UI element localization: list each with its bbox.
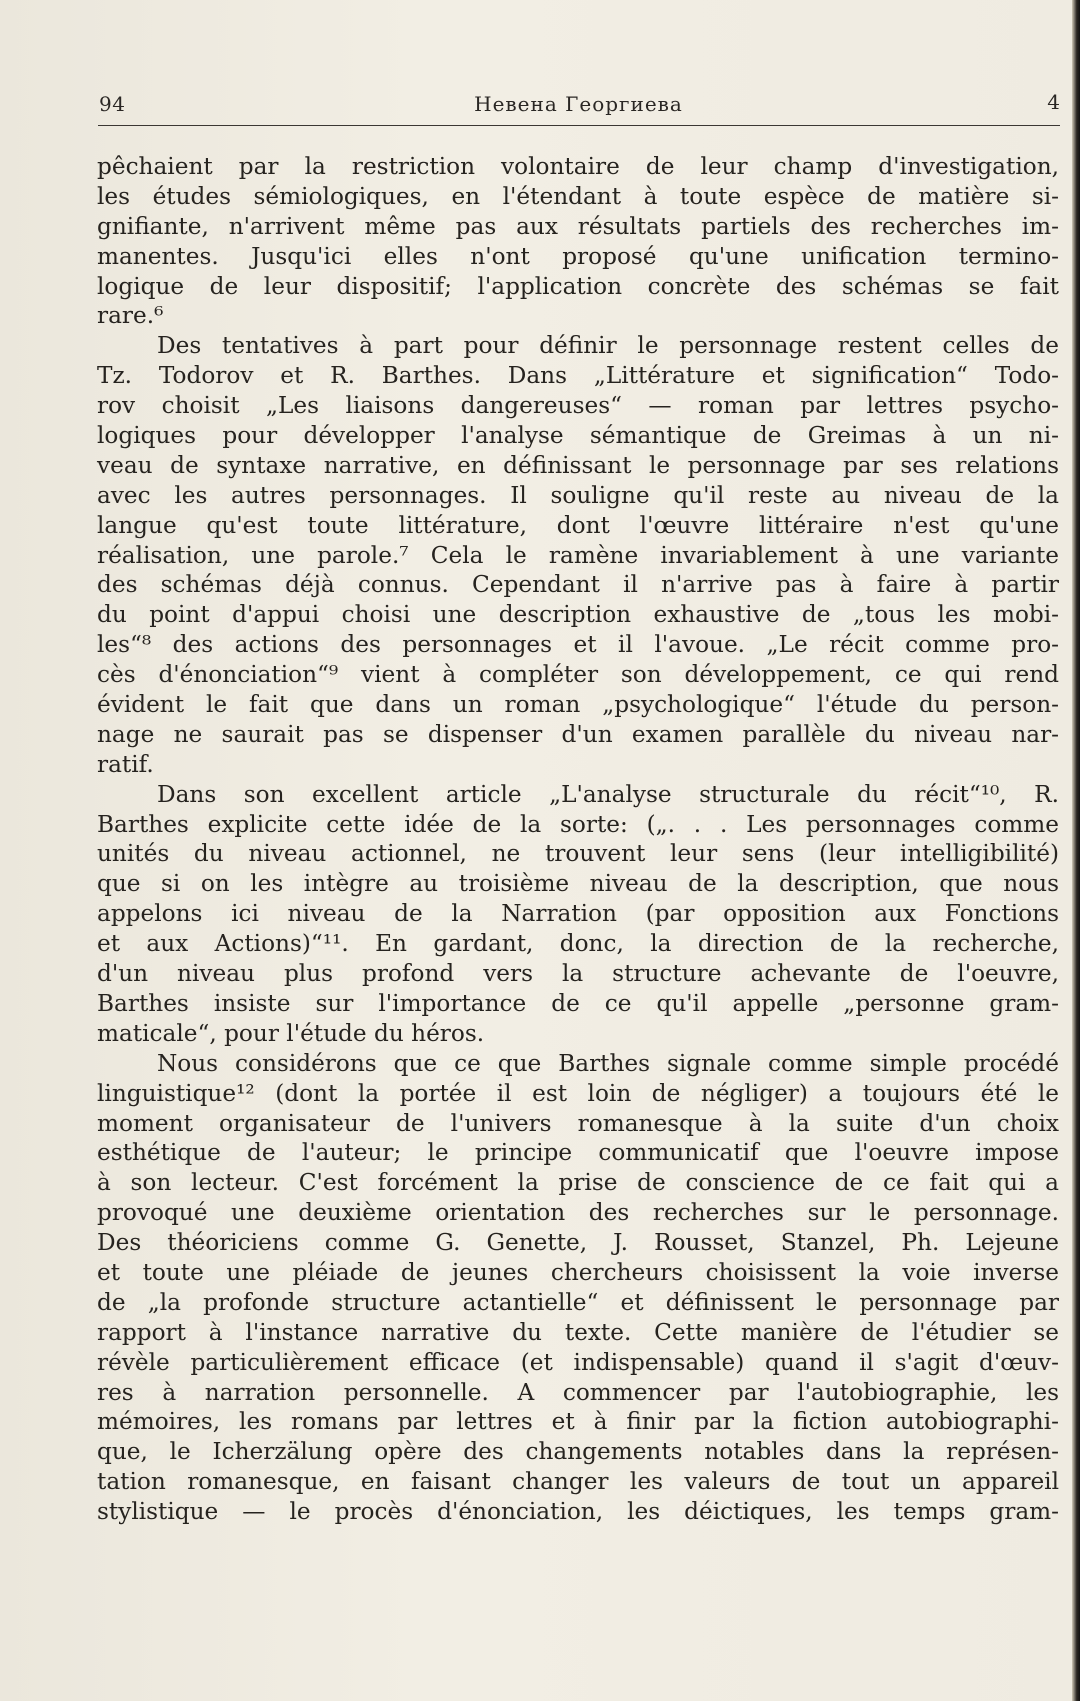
text-line: langue qu'est toute littérature, dont l'œuvre littéraire n'est qu'une	[97, 511, 1059, 539]
text-line: évident le fait que dans un roman „psychologique“ l'étude du person-	[97, 691, 1059, 719]
text-line: et toute une pléiade de jeunes chercheurs choisissent la voie inverse	[97, 1258, 1059, 1286]
text-line: d'un niveau plus profond vers la structure achevante de l'oeuvre,	[97, 960, 1059, 988]
text-line: révèle particulièrement efficace (et indispensable) quand il s'agit d'œuv-	[97, 1348, 1059, 1376]
body-text	[97, 152, 1059, 1527]
right-margin-mark: 4	[1047, 90, 1060, 114]
text-line: stylistique — le procès d'énonciation, les déictiques, les temps gram-	[97, 1498, 1059, 1526]
text-line: provoqué une deuxième orientation des recherches sur le personnage.	[97, 1199, 1059, 1227]
text-line: moment organisateur de l'univers romanesque à la suite d'un choix	[97, 1109, 1059, 1137]
text-line: à son lecteur. C'est forcément la prise de conscience de ce fait qui a	[97, 1169, 1059, 1197]
text-line: veau de syntaxe narrative, en définissant le personnage par ses relations	[97, 451, 1059, 479]
text-line: Des tentatives à part pour définir le personnage restent celles de	[157, 332, 1059, 360]
running-head: Невена Георгиева	[474, 92, 683, 116]
page-number: 94	[99, 92, 126, 116]
text-line: Tz. Todorov et R. Barthes. Dans „Littérature et signification“ Todo-	[97, 362, 1059, 390]
text-line: que si on les intègre au troisième niveau de la description, que nous	[97, 870, 1059, 898]
text-line: des schémas déjà connus. Cependant il n'arrive pas à faire à partir	[97, 571, 1059, 599]
text-line: réalisation, une parole.⁷ Cela le ramène invariablement à une variante	[97, 541, 1059, 569]
page-header	[95, 88, 1062, 128]
text-line: avec les autres personnages. Il souligne qu'il reste au niveau de la	[97, 481, 1059, 509]
text-line: rare.⁶	[97, 302, 164, 330]
text-line: tation romanesque, en faisant changer les valeurs de tout un appareil	[97, 1468, 1059, 1496]
text-line: logique de leur dispositif; l'application concrète des schémas se fait	[97, 272, 1059, 300]
text-line: Nous considérons que ce que Barthes signale comme simple procédé	[157, 1049, 1059, 1077]
text-line: nage ne saurait pas se dispenser d'un examen parallèle du niveau nar-	[97, 720, 1059, 748]
text-line: mémoires, les romans par lettres et à finir par la fiction autobiographi-	[97, 1408, 1059, 1436]
text-line: et aux Actions)“¹¹. En gardant, donc, la direction de la recherche,	[97, 930, 1059, 958]
page-edge-shadow	[1072, 0, 1080, 1701]
text-line: que, le Icherzälung opère des changements notables dans la représen-	[97, 1438, 1059, 1466]
text-line: Dans son excellent article „L'analyse structurale du récit“¹⁰, R.	[157, 780, 1059, 808]
text-line: linguistique¹² (dont la portée il est loin de négliger) a toujours été le	[97, 1079, 1059, 1107]
text-line: unités du niveau actionnel, ne trouvent leur sens (leur intelligibilité)	[97, 840, 1059, 868]
text-line: rapport à l'instance narrative du texte. Cette manière de l'étudier se	[97, 1318, 1059, 1346]
text-line: du point d'appui choisi une description exhaustive de „tous les mobi-	[97, 601, 1059, 629]
text-line: cès d'énonciation“⁹ vient à compléter son développement, ce qui rend	[97, 661, 1059, 689]
header-rule	[98, 125, 1060, 126]
text-line: manentes. Jusqu'ici elles n'ont proposé qu'une unification termino-	[97, 242, 1059, 270]
text-line: appelons ici niveau de la Narration (par opposition aux Fonctions	[97, 900, 1059, 928]
text-line: logiques pour développer l'analyse sémantique de Greimas à un ni-	[97, 422, 1059, 450]
text-line: de „la profonde structure actantielle“ et définissent le personnage par	[97, 1288, 1059, 1316]
text-line: les études sémiologiques, en l'étendant à toute espèce de matière si-	[97, 182, 1059, 210]
text-line: les“⁸ des actions des personnages et il l'avoue. „Le récit comme pro-	[97, 631, 1059, 659]
text-line: ratif.	[97, 750, 154, 778]
text-line: Barthes explicite cette idée de la sorte: („. . . Les personnages comme	[97, 810, 1059, 838]
text-line: pêchaient par la restriction volontaire de leur champ d'investigation,	[97, 153, 1059, 180]
text-line: Des théoriciens comme G. Genette, J. Rousset, Stanzel, Ph. Lejeune	[97, 1229, 1059, 1257]
text-line: gnifiante, n'arrivent même pas aux résultats partiels des recherches im-	[97, 212, 1059, 240]
text-line: res à narration personnelle. A commencer par l'autobiographie, les	[97, 1378, 1059, 1406]
text-line: maticale“, pour l'étude du héros.	[97, 1019, 485, 1047]
text-line: esthétique de l'auteur; le principe communicatif que l'oeuvre impose	[97, 1139, 1059, 1167]
text-line: Barthes insiste sur l'importance de ce qu'il appelle „personne gram-	[97, 989, 1059, 1017]
text-line: rov choisit „Les liaisons dangereuses“ — roman par lettres psycho-	[97, 392, 1059, 420]
